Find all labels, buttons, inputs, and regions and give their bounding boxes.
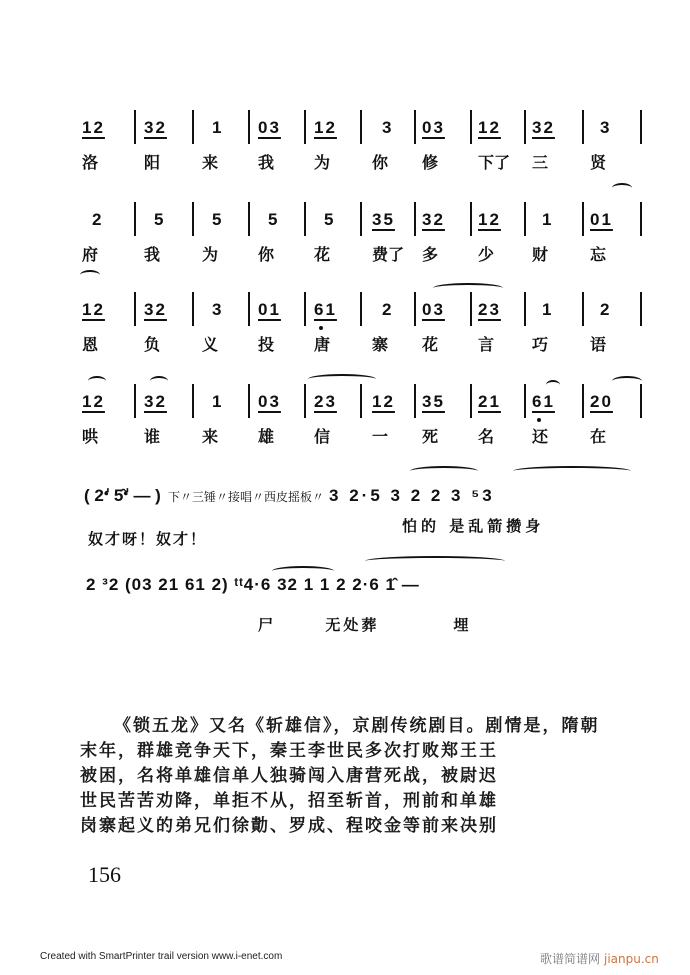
lyric-syllable: 寨 [372,335,389,354]
lyric-syllable: 负 [144,335,161,354]
measure-notes: 12 [82,118,105,137]
watermark-cn: 歌谱简谱网 [540,952,601,966]
measure-notes: 61 [314,300,337,319]
slur [365,556,505,566]
lyric-syllable: 死 [422,427,439,446]
lyric-syllable: 谁 [144,427,161,446]
measure-notes: 3 [382,118,394,137]
bar-line [582,384,584,418]
bar-line [192,202,194,236]
measure-notes: 2 [382,300,394,319]
slur [88,376,106,386]
measure-notes: 35 [372,210,395,229]
measure-notes: 32 [144,300,167,319]
lyric-syllable: 义 [202,335,219,354]
page-number: 156 [88,862,121,887]
score-row-5 [84,486,495,506]
lyric-line-6: 尸 无处葬 埋 [258,616,472,634]
bar-line [524,292,526,326]
measure-notes: 12 [478,118,501,137]
bar-line [470,202,472,236]
slur [80,270,100,280]
synopsis-paragraph [80,714,680,839]
lyric-syllable: 雄 [258,427,275,446]
bar-line [360,110,362,144]
bar-line [192,110,194,144]
slur [150,376,168,386]
slur [513,466,631,476]
bar-line [360,202,362,236]
bar-line [248,384,250,418]
bar-line [304,384,306,418]
bar-line [470,110,472,144]
measure-notes: 35 [422,392,445,411]
creator-footnote: Created with SmartPrinter trail version www.i-enet.com [40,951,283,962]
prose-line: 《锁五龙》又名《斩雄信》，京剧传统剧目。剧情是，隋朝 [114,716,600,736]
lyric-syllable: 贤 [590,153,607,172]
measure-notes: 12 [478,210,501,229]
lyric-syllable: 花 [422,335,439,354]
measure-notes: 5 [268,210,280,229]
lyric-syllable: 巧 [532,335,549,354]
bar-line [304,110,306,144]
lyric-syllable: 名 [478,427,495,446]
measure-notes: 5 [154,210,166,229]
bar-line [414,110,416,144]
octave-dot [319,326,323,330]
lyric-syllable: 来 [202,427,219,446]
melody-notes: 3 2·5 3 2 2 3 ⁵3 [329,486,495,505]
lyric-syllable: 修 [422,153,439,172]
measure-notes: 32 [144,118,167,137]
lyric-syllable: 唐 [314,335,331,354]
slur [612,183,632,193]
measure-notes: 03 [422,300,445,319]
bar-line [134,110,136,144]
slur [433,283,503,293]
bar-line [582,292,584,326]
measure-notes: 20 [590,392,613,411]
lyric-syllable: 忘 [590,245,607,264]
measure-notes: 01 [258,300,281,319]
lyric-syllable: 府 [82,245,99,264]
lyric-syllable: 你 [372,153,389,172]
measure-notes: 01 [590,210,613,229]
measure-notes: 03 [422,118,445,137]
lyric-syllable: 信 [314,427,331,446]
bar-line [134,384,136,418]
measure-notes: 32 [422,210,445,229]
watermark [540,950,659,967]
score-row-2 [80,200,660,264]
measure-notes: 21 [478,392,501,411]
bar-line [248,202,250,236]
bar-line [192,384,194,418]
lyric-syllable: 花 [314,245,331,264]
slur [308,374,376,384]
measure-notes: 03 [258,118,281,137]
lyric-syllable: 还 [532,427,549,446]
bar-line [524,384,526,418]
score-row-1 [80,108,660,172]
bar-line [640,292,642,326]
prose-line: 被困，名将单雄信单人独骑闯入唐营死战，被尉迟 [80,766,498,786]
lyric-syllable: 洛 [82,153,99,172]
measure-notes: 1 [212,118,224,137]
lyric-line-5b: 怕的 是乱箭攒身 [402,517,545,535]
bar-line [470,292,472,326]
lyric-syllable: 为 [314,153,331,172]
bar-line [414,202,416,236]
lyric-syllable: 言 [478,335,495,354]
bar-line [360,384,362,418]
measure-notes: 2 [92,210,104,229]
bar-line [640,202,642,236]
lyric-syllable: 费了 [372,245,405,264]
measure-notes: 5 [212,210,224,229]
lyric-syllable: 哄 [82,427,99,446]
bar-line [582,110,584,144]
prose-line: 岗寨起义的弟兄们徐勣、罗成、程咬金等前来决别 [80,816,498,836]
measure-notes: 12 [82,392,105,411]
bar-line [470,384,472,418]
measure-notes: 12 [82,300,105,319]
bar-line [640,110,642,144]
lyric-syllable: 语 [590,335,607,354]
lyric-syllable: 三 [532,153,549,172]
bar-line [524,110,526,144]
slur [272,566,334,576]
lyric-syllable: 阳 [144,153,161,172]
measure-notes: 23 [314,392,337,411]
stage-direction: 下〃三锤〃接唱〃西皮摇板〃 [167,490,324,504]
octave-dot [537,418,541,422]
bar-line [304,202,306,236]
measure-notes: 61 [532,392,555,411]
bar-line [134,292,136,326]
prelude-notes: ( 2ᔊ 5̂ᔊ — ) [84,486,161,505]
lyric-line-5a: 奴才呀！奴才！ [88,530,208,548]
lyric-syllable: 下了 [478,153,511,172]
bar-line [192,292,194,326]
lyric-syllable: 财 [532,245,549,264]
lyric-syllable: 一 [372,427,389,446]
measure-notes: 1 [542,210,554,229]
measure-notes: 32 [144,392,167,411]
lyric-syllable: 多 [422,245,439,264]
lyric-syllable: 为 [202,245,219,264]
lyric-syllable: 投 [258,335,275,354]
watermark-site: jianpu.cn [604,952,659,966]
measure-notes: 3 [212,300,224,319]
bar-line [414,384,416,418]
bar-line [524,202,526,236]
measure-notes: 03 [258,392,281,411]
measure-notes: 5 [324,210,336,229]
bar-line [640,384,642,418]
bar-line [248,110,250,144]
lyric-syllable: 我 [258,153,275,172]
bar-line [360,292,362,326]
score-row-4 [80,382,660,446]
prose-line: 末年，群雄竞争天下，秦王李世民多次打败郑王王 [80,741,498,761]
lyric-syllable: 你 [258,245,275,264]
measure-notes: 23 [478,300,501,319]
bar-line [414,292,416,326]
measure-notes: 2 [600,300,612,319]
lyric-syllable: 少 [478,245,495,264]
bar-line [248,292,250,326]
score-row-3 [80,290,660,354]
measure-notes: 12 [314,118,337,137]
lyric-syllable: 在 [590,427,607,446]
lyric-syllable: 恩 [82,335,99,354]
measure-notes: 1 [212,392,224,411]
slur [410,466,478,476]
measure-notes: 3 [600,118,612,137]
slur [612,376,642,386]
measure-notes: 32 [532,118,555,137]
bar-line [582,202,584,236]
slur [546,380,560,390]
prose-line: 世民苦苦劝降，单拒不从，招至斩首，刑前和单雄 [80,791,498,811]
bar-line [304,292,306,326]
measure-notes: 1 [542,300,554,319]
lyric-syllable: 我 [144,245,161,264]
lyric-syllable: 来 [202,153,219,172]
score-row-6: 2 ³2 (03 21 61 2) ᵗᵗ4·6 32 1 1 2 2·6 1̂ — [86,575,420,594]
bar-line [134,202,136,236]
measure-notes: 12 [372,392,395,411]
